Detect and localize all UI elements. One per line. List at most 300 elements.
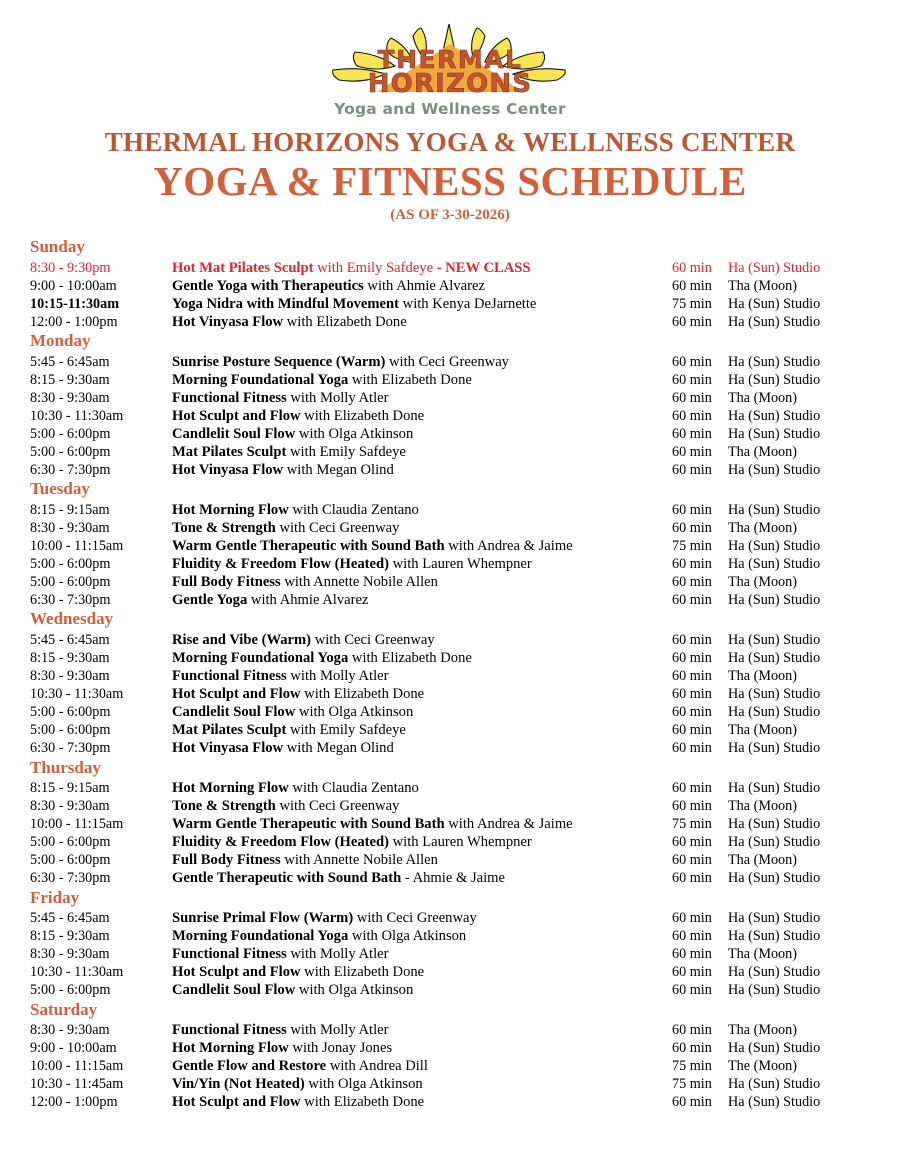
- sun-burst-logo-icon: [325, 22, 575, 102]
- class-time: 10:00 - 11:15am: [30, 816, 124, 833]
- class-time: 6:30 - 7:30pm: [30, 592, 111, 609]
- class-description: [172, 703, 672, 721]
- class-row[interactable]: [30, 425, 872, 443]
- class-instructor: Lauren Whempner: [422, 556, 532, 573]
- class-room: Ha (Sun) Studio: [728, 910, 821, 927]
- class-row[interactable]: [30, 721, 872, 739]
- day-heading-saturday: Saturday: [30, 999, 98, 1019]
- class-row[interactable]: [30, 779, 872, 797]
- class-description: [172, 869, 672, 887]
- class-instructor: Elizabeth Done: [333, 408, 425, 425]
- class-time: 5:00 - 6:00pm: [30, 704, 111, 721]
- class-separator: with: [388, 834, 423, 851]
- class-instructor: Molly Atler: [319, 946, 389, 963]
- class-instructor: Andrea & Jaime: [477, 816, 573, 833]
- class-separator: -: [401, 870, 413, 887]
- class-time: 9:00 - 10:00am: [30, 278, 117, 295]
- class-time: 8:30 - 9:30am: [30, 798, 110, 815]
- class-time: 9:00 - 10:00am: [30, 1040, 117, 1057]
- class-room: Tha (Moon): [728, 574, 797, 591]
- class-description: [172, 295, 672, 313]
- class-separator: with: [363, 278, 397, 295]
- class-separator: with: [444, 538, 478, 555]
- class-description: [172, 739, 672, 757]
- class-row[interactable]: [30, 277, 872, 295]
- class-time: 5:00 - 6:00pm: [30, 722, 111, 739]
- class-separator: with: [283, 462, 317, 479]
- class-row[interactable]: [30, 591, 872, 609]
- class-time: 5:00 - 6:00pm: [30, 426, 111, 443]
- class-separator: with: [385, 354, 419, 371]
- svg-text:THERMAL: THERMAL: [377, 45, 523, 74]
- class-room: Ha (Sun) Studio: [728, 982, 821, 999]
- class-time: 10:00 - 11:15am: [30, 538, 124, 555]
- class-duration: 60 min: [672, 390, 712, 407]
- class-time: 5:00 - 6:00pm: [30, 852, 111, 869]
- class-separator: with: [311, 632, 345, 649]
- class-duration: 60 min: [672, 704, 712, 721]
- day-group: [30, 237, 872, 331]
- class-separator: with: [286, 390, 320, 407]
- class-instructor: Olga Atkinson: [328, 426, 414, 443]
- class-row[interactable]: [30, 851, 872, 869]
- class-instructor: Emily Safdeye: [319, 722, 406, 739]
- class-description: [172, 963, 672, 981]
- class-row[interactable]: [30, 649, 872, 667]
- class-room: Ha (Sun) Studio: [728, 964, 821, 981]
- day-heading-thursday: Thursday: [30, 757, 101, 777]
- class-description: [172, 815, 672, 833]
- class-duration: 60 min: [672, 722, 712, 739]
- class-duration: 75 min: [672, 296, 712, 313]
- class-room: Ha (Sun) Studio: [728, 704, 821, 721]
- class-row[interactable]: [30, 833, 872, 851]
- class-name: Morning Foundational Yoga: [172, 650, 349, 667]
- class-row[interactable]: [30, 1021, 872, 1039]
- class-row[interactable]: [30, 909, 872, 927]
- class-duration: 75 min: [672, 1058, 712, 1075]
- class-instructor: Molly Atler: [319, 668, 389, 685]
- class-instructor: Jonay Jones: [322, 1040, 393, 1057]
- class-row[interactable]: [30, 443, 872, 461]
- class-tag-badge: - NEW CLASS: [433, 260, 531, 277]
- class-instructor: Annette Nobile Allen: [313, 852, 438, 869]
- class-separator: with: [286, 444, 320, 461]
- class-row[interactable]: [30, 869, 872, 887]
- class-separator: with: [283, 740, 317, 757]
- class-separator: with: [288, 1040, 322, 1057]
- class-time: 8:15 - 9:30am: [30, 928, 110, 945]
- class-instructor: Olga Atkinson: [328, 704, 414, 721]
- class-description: [172, 927, 672, 945]
- class-name: Mat Pilates Sculpt: [172, 444, 287, 461]
- class-description: [172, 1039, 672, 1057]
- class-row[interactable]: [30, 667, 872, 685]
- class-description: [172, 313, 672, 331]
- class-duration: 60 min: [672, 462, 712, 479]
- class-time: 5:45 - 6:45am: [30, 632, 110, 649]
- day-heading-sunday: Sunday: [30, 237, 85, 257]
- class-room: Ha (Sun) Studio: [728, 686, 821, 703]
- class-duration: 75 min: [672, 816, 712, 833]
- class-instructor: Olga Atkinson: [381, 928, 467, 945]
- class-row[interactable]: [30, 501, 872, 519]
- class-name: Hot Vinyasa Flow: [172, 740, 284, 757]
- class-row[interactable]: [30, 797, 872, 815]
- class-name: Warm Gentle Therapeutic with Sound Bath: [172, 816, 445, 833]
- class-row[interactable]: [30, 371, 872, 389]
- class-instructor: Ceci Greenway: [344, 632, 435, 649]
- class-name: Tone & Strength: [172, 798, 276, 815]
- class-time: 6:30 - 7:30pm: [30, 870, 111, 887]
- class-duration: 60 min: [672, 668, 712, 685]
- class-description: [172, 851, 672, 869]
- class-row[interactable]: [30, 573, 872, 591]
- class-name: Fluidity & Freedom Flow (Heated): [172, 834, 389, 851]
- class-duration: 60 min: [672, 686, 712, 703]
- class-description: [172, 277, 672, 295]
- class-room: Ha (Sun) Studio: [728, 314, 821, 331]
- class-name: Gentle Therapeutic with Sound Bath: [172, 870, 402, 887]
- class-duration: 60 min: [672, 444, 712, 461]
- class-separator: with: [295, 982, 329, 999]
- class-name: Hot Sculpt and Flow: [172, 1094, 301, 1111]
- class-name: Gentle Yoga with Therapeutics: [172, 278, 364, 295]
- class-duration: 60 min: [672, 574, 712, 591]
- class-separator: with: [313, 260, 347, 277]
- day-heading-wednesday: Wednesday: [30, 609, 114, 629]
- class-time: 5:00 - 6:00pm: [30, 834, 111, 851]
- day-heading-tuesday: Tuesday: [30, 479, 90, 499]
- class-instructor: Elizabeth Done: [316, 314, 407, 331]
- class-name: Hot Sculpt and Flow: [172, 408, 301, 425]
- class-name: Functional Fitness: [172, 1022, 287, 1039]
- class-duration: 60 min: [672, 740, 712, 757]
- class-name: Candlelit Soul Flow: [172, 704, 296, 721]
- class-separator: with: [304, 1076, 338, 1093]
- schedule-list: [0, 237, 900, 1111]
- class-separator: with: [348, 372, 382, 389]
- class-row[interactable]: [30, 1075, 872, 1093]
- class-description: [172, 259, 672, 277]
- day-heading-monday: Monday: [30, 331, 91, 351]
- class-duration: 60 min: [672, 632, 712, 649]
- as-of-date: (AS OF 3-30-2026): [390, 207, 510, 224]
- day-rows: [30, 259, 872, 331]
- class-duration: 60 min: [672, 852, 712, 869]
- class-duration: 60 min: [672, 520, 712, 537]
- class-row[interactable]: [30, 295, 872, 313]
- class-room: Ha (Sun) Studio: [728, 1076, 821, 1093]
- class-row[interactable]: [30, 353, 872, 371]
- class-separator: with: [286, 1022, 320, 1039]
- class-row[interactable]: [30, 1039, 872, 1057]
- day-rows: [30, 631, 872, 757]
- class-duration: 60 min: [672, 1094, 712, 1111]
- class-name: Hot Vinyasa Flow: [172, 314, 284, 331]
- class-duration: 60 min: [672, 650, 712, 667]
- class-name: Mat Pilates Sculpt: [172, 722, 287, 739]
- class-separator: with: [399, 296, 433, 313]
- class-room: Ha (Sun) Studio: [728, 816, 821, 833]
- class-row[interactable]: [30, 945, 872, 963]
- class-name: Sunrise Primal Flow (Warm): [172, 910, 354, 927]
- class-description: [172, 833, 672, 851]
- class-row[interactable]: [30, 1057, 872, 1075]
- class-row[interactable]: [30, 631, 872, 649]
- class-instructor: Andrea & Jaime: [477, 538, 573, 555]
- class-separator: with: [295, 704, 329, 721]
- class-separator: with: [300, 964, 334, 981]
- class-duration: 60 min: [672, 260, 712, 277]
- class-room: Ha (Sun) Studio: [728, 780, 821, 797]
- class-row[interactable]: [30, 313, 872, 331]
- class-separator: with: [247, 592, 280, 609]
- class-description: [172, 1093, 672, 1111]
- class-name: Gentle Flow and Restore: [172, 1058, 327, 1075]
- page-title: YOGA & FITNESS SCHEDULE: [153, 158, 747, 204]
- class-name: Full Body Fitness: [172, 574, 281, 591]
- class-time: 5:00 - 6:00pm: [30, 982, 111, 999]
- class-description: [172, 537, 672, 555]
- class-separator: with: [275, 520, 310, 537]
- class-room: Ha (Sun) Studio: [728, 632, 821, 649]
- class-room: Tha (Moon): [728, 852, 797, 869]
- class-instructor: Andrea Dill: [358, 1058, 428, 1075]
- class-description: [172, 721, 672, 739]
- class-instructor: Ahmie Alvarez: [396, 278, 485, 295]
- class-room: Ha (Sun) Studio: [728, 296, 821, 313]
- class-row[interactable]: [30, 815, 872, 833]
- class-time: 10:30 - 11:45am: [30, 1076, 124, 1093]
- day-group: [30, 331, 872, 479]
- class-description: [172, 685, 672, 703]
- class-time: 8:30 - 9:30am: [30, 520, 110, 537]
- class-name: Hot Morning Flow: [172, 502, 289, 519]
- class-room: Ha (Sun) Studio: [728, 354, 821, 371]
- class-instructor: Elizabeth Done: [381, 650, 472, 667]
- class-duration: 60 min: [672, 910, 712, 927]
- class-name: Candlelit Soul Flow: [172, 426, 296, 443]
- day-group: [30, 1000, 872, 1112]
- class-room: Ha (Sun) Studio: [728, 870, 821, 887]
- class-name: Full Body Fitness: [172, 852, 281, 869]
- class-separator: with: [300, 1094, 334, 1111]
- class-row[interactable]: [30, 685, 872, 703]
- class-duration: 60 min: [672, 1022, 712, 1039]
- class-time: 5:00 - 6:00pm: [30, 556, 111, 573]
- day-rows: [30, 909, 872, 999]
- class-name: Gentle Yoga: [172, 592, 248, 609]
- class-instructor: Claudia Zentano: [322, 780, 419, 797]
- day-rows: [30, 501, 872, 609]
- class-separator: with: [288, 502, 322, 519]
- class-name: Hot Sculpt and Flow: [172, 686, 301, 703]
- class-description: [172, 461, 672, 479]
- class-row[interactable]: [30, 555, 872, 573]
- class-separator: with: [295, 426, 329, 443]
- class-time: 12:00 - 1:00pm: [30, 314, 118, 331]
- class-duration: 60 min: [672, 946, 712, 963]
- class-name: Morning Foundational Yoga: [172, 372, 349, 389]
- studio-logo: [0, 0, 900, 118]
- class-name: Functional Fitness: [172, 668, 287, 685]
- class-instructor: Elizabeth Done: [333, 686, 425, 703]
- class-row[interactable]: [30, 739, 872, 757]
- class-instructor: Ceci Greenway: [309, 520, 400, 537]
- day-group: [30, 758, 872, 888]
- class-description: [172, 631, 672, 649]
- class-separator: with: [300, 686, 334, 703]
- class-description: [172, 591, 672, 609]
- class-duration: 60 min: [672, 870, 712, 887]
- class-duration: 60 min: [672, 502, 712, 519]
- class-room: Ha (Sun) Studio: [728, 592, 821, 609]
- class-description: [172, 1075, 672, 1093]
- class-instructor: Megan Olind: [316, 462, 394, 479]
- class-instructor: Ceci Greenway: [418, 354, 509, 371]
- class-row[interactable]: [30, 389, 872, 407]
- class-row[interactable]: [30, 407, 872, 425]
- class-separator: with: [280, 574, 314, 591]
- class-name: Hot Vinyasa Flow: [172, 462, 284, 479]
- class-room: The (Moon): [728, 1058, 797, 1075]
- day-group: [30, 888, 872, 1000]
- class-description: [172, 649, 672, 667]
- class-duration: 60 min: [672, 798, 712, 815]
- class-room: Ha (Sun) Studio: [728, 1040, 821, 1057]
- class-instructor: Olga Atkinson: [328, 982, 414, 999]
- class-room: Tha (Moon): [728, 444, 797, 461]
- class-duration: 60 min: [672, 556, 712, 573]
- class-name: Rise and Vibe (Warm): [172, 632, 312, 649]
- class-instructor: Annette Nobile Allen: [313, 574, 438, 591]
- class-room: Tha (Moon): [728, 1022, 797, 1039]
- document-header: [0, 127, 900, 224]
- class-description: [172, 1021, 672, 1039]
- class-room: Ha (Sun) Studio: [728, 740, 821, 757]
- class-instructor: Lauren Whempner: [422, 834, 532, 851]
- class-room: Ha (Sun) Studio: [728, 538, 821, 555]
- class-row[interactable]: [30, 927, 872, 945]
- class-row[interactable]: [30, 259, 872, 277]
- class-separator: with: [286, 946, 320, 963]
- class-row[interactable]: [30, 703, 872, 721]
- class-duration: 75 min: [672, 1076, 712, 1093]
- class-name: Hot Mat Pilates Sculpt: [172, 260, 314, 277]
- class-room: Ha (Sun) Studio: [728, 556, 821, 573]
- day-heading-friday: Friday: [30, 887, 80, 907]
- class-room: Ha (Sun) Studio: [728, 408, 821, 425]
- class-name: Vin/Yin (Not Heated): [172, 1076, 305, 1093]
- class-separator: with: [283, 314, 317, 331]
- class-name: Candlelit Soul Flow: [172, 982, 296, 999]
- class-duration: 60 min: [672, 426, 712, 443]
- class-description: [172, 519, 672, 537]
- class-room: Ha (Sun) Studio: [728, 372, 821, 389]
- class-time: 8:15 - 9:15am: [30, 780, 110, 797]
- class-description: [172, 425, 672, 443]
- class-row[interactable]: [30, 981, 872, 999]
- class-duration: 60 min: [672, 964, 712, 981]
- class-description: [172, 407, 672, 425]
- class-instructor: Claudia Zentano: [322, 502, 419, 519]
- class-description: [172, 389, 672, 407]
- class-row[interactable]: [30, 461, 872, 479]
- class-instructor: Elizabeth Done: [381, 372, 472, 389]
- class-separator: with: [388, 556, 423, 573]
- class-duration: 60 min: [672, 982, 712, 999]
- class-room: Tha (Moon): [728, 278, 797, 295]
- class-duration: 60 min: [672, 354, 712, 371]
- class-separator: with: [326, 1058, 359, 1075]
- class-time: 5:45 - 6:45am: [30, 910, 110, 927]
- logo-tagline: Yoga and Wellness Center: [334, 100, 566, 118]
- class-time: 8:30 - 9:30am: [30, 1022, 110, 1039]
- class-room: Ha (Sun) Studio: [728, 426, 821, 443]
- class-room: Tha (Moon): [728, 722, 797, 739]
- class-description: [172, 501, 672, 519]
- class-instructor: Emily Safdeye: [319, 444, 406, 461]
- class-time: 8:15 - 9:30am: [30, 372, 110, 389]
- class-row[interactable]: [30, 963, 872, 981]
- class-time: 5:00 - 6:00pm: [30, 574, 111, 591]
- class-room: Tha (Moon): [728, 668, 797, 685]
- class-duration: 60 min: [672, 1040, 712, 1057]
- class-row[interactable]: [30, 1093, 872, 1111]
- organization-title: THERMAL HORIZONS YOGA & WELLNESS CENTER: [104, 127, 796, 157]
- class-duration: 60 min: [672, 278, 712, 295]
- class-instructor: Olga Atkinson: [337, 1076, 423, 1093]
- class-time: 10:30 - 11:30am: [30, 964, 124, 981]
- class-row[interactable]: [30, 519, 872, 537]
- class-time: 5:00 - 6:00pm: [30, 444, 111, 461]
- class-separator: with: [348, 928, 382, 945]
- class-instructor: Ceci Greenway: [309, 798, 400, 815]
- class-name: Yoga Nidra with Mindful Movement: [172, 296, 400, 313]
- class-time: 6:30 - 7:30pm: [30, 740, 111, 757]
- day-rows: [30, 353, 872, 479]
- class-separator: with: [280, 852, 314, 869]
- class-name: Hot Morning Flow: [172, 1040, 289, 1057]
- class-separator: with: [300, 408, 334, 425]
- class-name: Fluidity & Freedom Flow (Heated): [172, 556, 389, 573]
- day-rows: [30, 779, 872, 887]
- class-room: Ha (Sun) Studio: [728, 650, 821, 667]
- class-room: Ha (Sun) Studio: [728, 1094, 821, 1111]
- svg-text:HORIZONS: HORIZONS: [367, 69, 533, 99]
- class-duration: 60 min: [672, 834, 712, 851]
- class-instructor: Megan Olind: [316, 740, 394, 757]
- class-description: [172, 667, 672, 685]
- class-time: 8:30 - 9:30pm: [30, 260, 111, 277]
- class-instructor: Kenya DeJarnette: [432, 296, 537, 313]
- class-instructor: Ceci Greenway: [386, 910, 477, 927]
- class-duration: 60 min: [672, 928, 712, 945]
- class-name: Tone & Strength: [172, 520, 276, 537]
- class-time: 8:30 - 9:30am: [30, 668, 110, 685]
- class-description: [172, 555, 672, 573]
- class-name: Warm Gentle Therapeutic with Sound Bath: [172, 538, 445, 555]
- class-time: 5:45 - 6:45am: [30, 354, 110, 371]
- class-room: Ha (Sun) Studio: [728, 260, 821, 277]
- class-instructor: Elizabeth Done: [333, 1094, 425, 1111]
- class-duration: 60 min: [672, 372, 712, 389]
- class-row[interactable]: [30, 537, 872, 555]
- class-duration: 60 min: [672, 780, 712, 797]
- class-instructor: Elizabeth Done: [333, 964, 425, 981]
- class-instructor: Molly Atler: [319, 1022, 389, 1039]
